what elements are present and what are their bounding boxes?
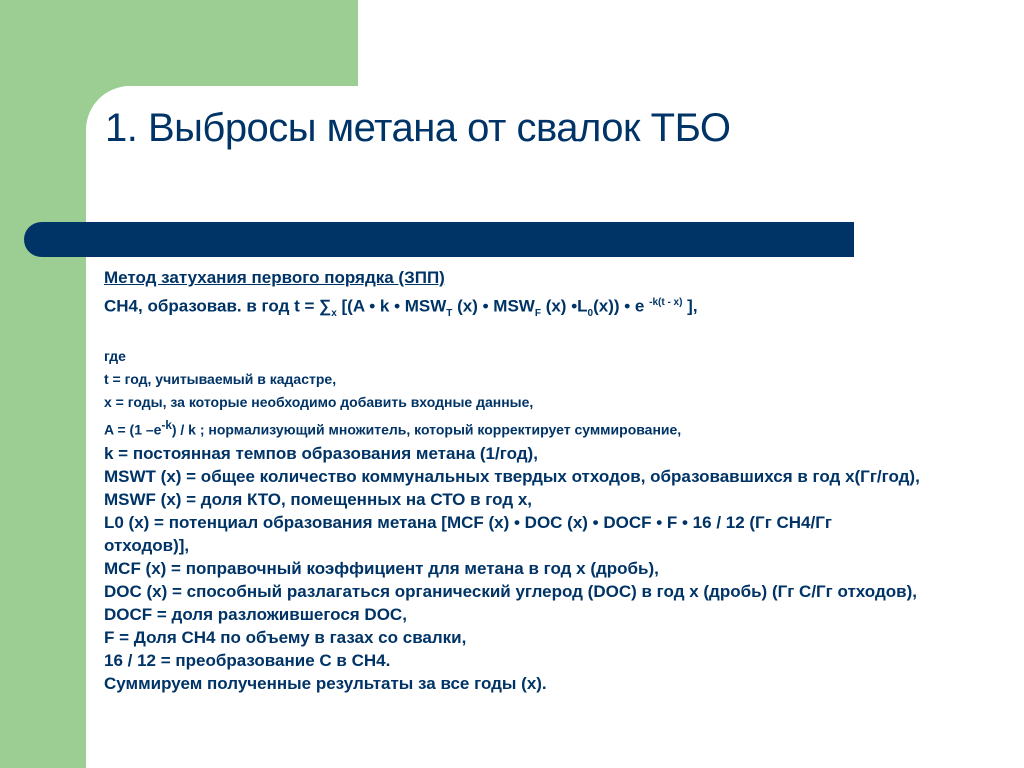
- divider-bar: [24, 222, 854, 257]
- summary-line: Суммируем полученные результаты за все годы (x).: [104, 673, 547, 693]
- definition-line: F = Доля CH4 по объему в газах со свалки,: [104, 627, 467, 647]
- definition-line: t = год, учитываемый в кадастре,: [104, 371, 337, 388]
- definition-line: DOCF = доля разложившегося DOC,: [104, 604, 407, 624]
- definition-line: где: [104, 348, 126, 365]
- methane-formula: CH4, образовав. в год $t = \sum_x$ [(A • k • $MSW_T$ (x) • $MSW_F$ (x) $•L_0(x)$) • e $^{-k(t - x)}$ ],: [104, 296, 698, 320]
- definition-line: L0 (x) = потенциал образования метана [MCF (x) • DOC (x) • DOCF • F • 16 / 12 (Гг CH4/Гг: [104, 512, 832, 532]
- definition-line: отходов)],: [104, 535, 190, 555]
- spacer: [104, 327, 944, 345]
- definition-line: 16 / 12 = преобразование C в CH4.: [104, 650, 391, 670]
- definition-line: MSWT (x) = общее количество коммунальных твердых отходов, образовавшихся в год x(Гг/год),: [104, 466, 920, 486]
- definition-line: MCF (x) = поправочный коэффициент для метана в год x (дробь),: [104, 558, 659, 578]
- definition-line: k = постоянная темпов образования метана (1/год),: [104, 443, 538, 463]
- definition-line-a: A = (1 $-e^{-k}$) / k ; нормализующий множитель, который корректирует суммирование,: [104, 419, 682, 438]
- definition-line: DOC (x) = способный разлагаться органический углерод (DOC) в год x (дробь) (Гг C/Гг отходов),: [104, 581, 917, 601]
- definition-line: x = годы, за которые необходимо добавить входные данные,: [104, 394, 534, 411]
- slide-title: 1. Выбросы метана от свалок ТБО: [105, 106, 731, 150]
- method-heading: Метод затухания первого порядка (ЗПП): [104, 268, 445, 287]
- definition-line: MSWF (x) = доля КТО, помещенных на СТО в год x,: [104, 489, 533, 509]
- slide-body: [104, 266, 944, 695]
